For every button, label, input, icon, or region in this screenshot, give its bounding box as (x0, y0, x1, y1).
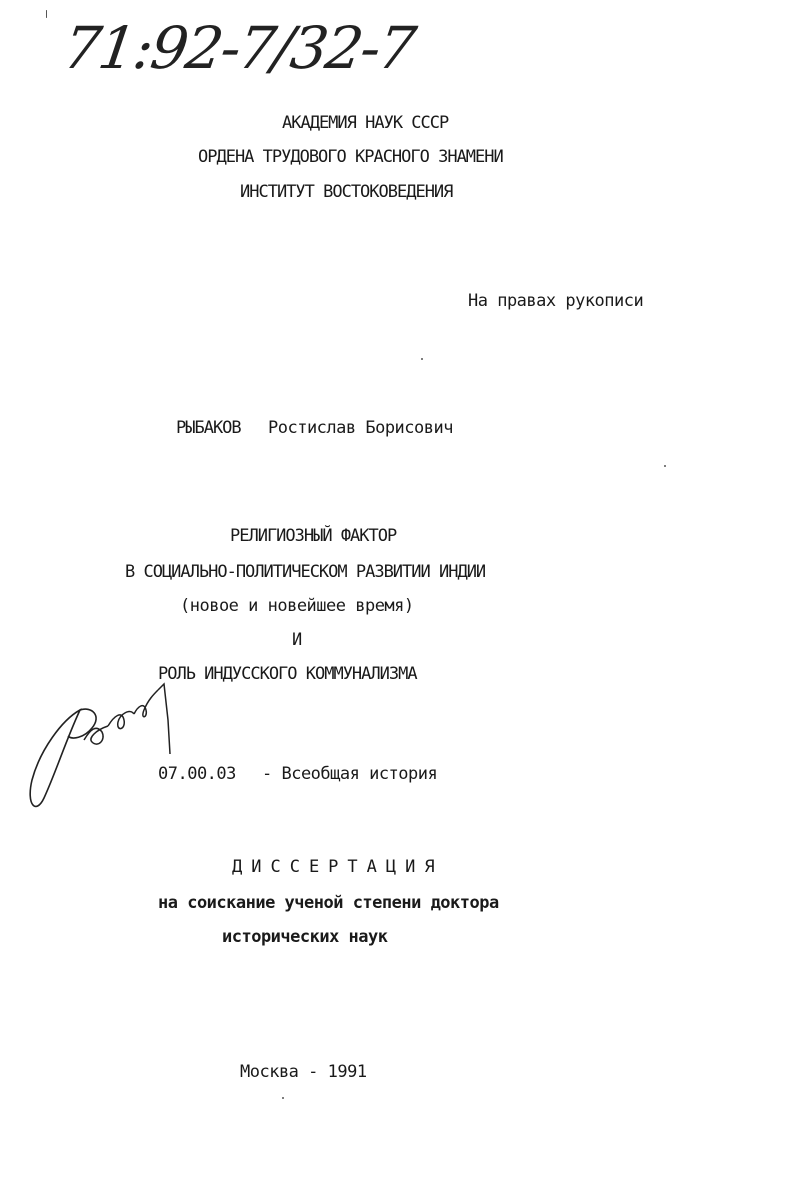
dissertation-label: ДИССЕРТАЦИЯ (232, 857, 444, 877)
rights-note: На правах рукописи (468, 291, 644, 311)
handwritten-signature (22, 680, 182, 820)
archive-code-handwritten: 71:92-7/32-7 (59, 14, 419, 82)
header-institute: ИНСТИТУТ ВОСТОКОВЕДЕНИЯ (240, 182, 453, 202)
scan-speck (282, 1097, 284, 1099)
dissertation-degree-line: на соискание ученой степени доктора (158, 893, 499, 913)
title-line-1: РЕЛИГИОЗНЫЙ ФАКТОР (230, 526, 397, 546)
title-line-4: И (292, 630, 302, 650)
scan-speck (421, 358, 423, 360)
title-line-5: РОЛЬ ИНДУССКОГО КОММУНАЛИЗМА (158, 664, 417, 684)
dissertation-field-line: исторических наук (222, 927, 388, 947)
scan-speck (664, 465, 666, 467)
scan-speck (46, 10, 47, 18)
specialty-name: - Всеобщая история (262, 764, 438, 784)
author-surname: РЫБАКОВ (176, 418, 241, 438)
title-line-3: (новое и новейшее время) (180, 596, 414, 616)
place-and-year: Москва - 1991 (240, 1062, 367, 1082)
specialty-code: 07.00.03 (158, 764, 236, 784)
header-order: ОРДЕНА ТРУДОВОГО КРАСНОГО ЗНАМЕНИ (198, 147, 503, 167)
title-line-2: В СОЦИАЛЬНО-ПОЛИТИЧЕСКОМ РАЗВИТИИ ИНДИИ (125, 562, 486, 582)
header-academy: АКАДЕМИЯ НАУК СССР (282, 113, 449, 133)
author-given-names: Ростислав Борисович (268, 418, 453, 438)
